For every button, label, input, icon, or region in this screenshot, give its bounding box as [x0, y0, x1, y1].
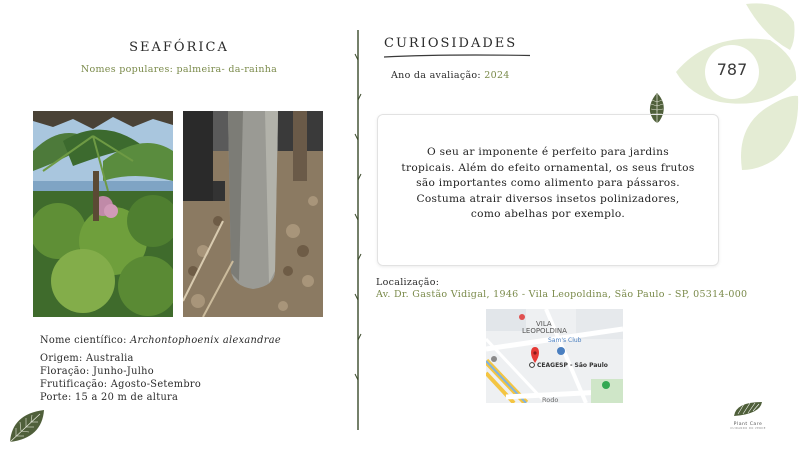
scientific-name-row: [40, 334, 281, 347]
scientific-name: Archontophoenix alexandrae: [130, 335, 281, 346]
map-district-line1: VILA: [536, 320, 552, 328]
brand-logo: [728, 400, 768, 430]
logo-name: Plant Care: [733, 422, 763, 427]
plant-facts: [40, 334, 281, 404]
logo-leaf-icon: [732, 400, 764, 418]
title-underline: [384, 53, 530, 59]
scientific-name-label: Nome científico:: [40, 335, 131, 346]
evaluation-year: [391, 70, 510, 81]
map-store-label: Sam's Club: [548, 337, 582, 344]
evaluation-number: 787: [716, 60, 748, 79]
leaf-icon: [8, 408, 46, 446]
map-district-line2: LEOPOLDINA: [522, 327, 567, 335]
fruiting: Frutificação: Agosto-Setembro: [40, 379, 202, 390]
plant-photo-trunk: [183, 111, 323, 317]
popular-names: Nomes populares: palmeira- da-rainha: [80, 64, 278, 75]
evaluation-year-value: 2024: [484, 70, 510, 81]
curiosity-box: [377, 114, 719, 266]
flowering: Floração: Junho-Julho: [40, 366, 154, 377]
plant-photo-canopy: [33, 111, 173, 317]
evaluation-year-label: Ano da avaliação:: [391, 70, 485, 81]
logo-tagline: CUIDANDO DO VERDE: [730, 427, 766, 430]
location-label: Localização:: [376, 277, 440, 288]
curiosity-text: O seu ar imponente é perfeito para jardins tropicais. Além do efeito ornamental, os seus frutos são importantes como alimento para pássaros. Costuma atrair diversos insetos polinizadores, como abelhas por exemplo.: [401, 146, 695, 221]
section-title: CURIOSIDADES: [384, 36, 518, 51]
origin: Origem: Australia: [40, 353, 134, 364]
plant-name: SEAFÓRICA: [129, 40, 229, 55]
location-map[interactable]: [486, 309, 623, 403]
map-road-label: Rodo: [542, 396, 559, 403]
size: Porte: 15 a 20 m de altura: [40, 392, 179, 403]
location-address: Av. Dr. Gastão Vidigal, 1946 - Vila Leopoldina, São Paulo - SP, 05314-000: [376, 289, 748, 300]
map-place-label: CEAGESP - São Paulo: [537, 362, 608, 369]
divider-branch: [354, 30, 362, 430]
